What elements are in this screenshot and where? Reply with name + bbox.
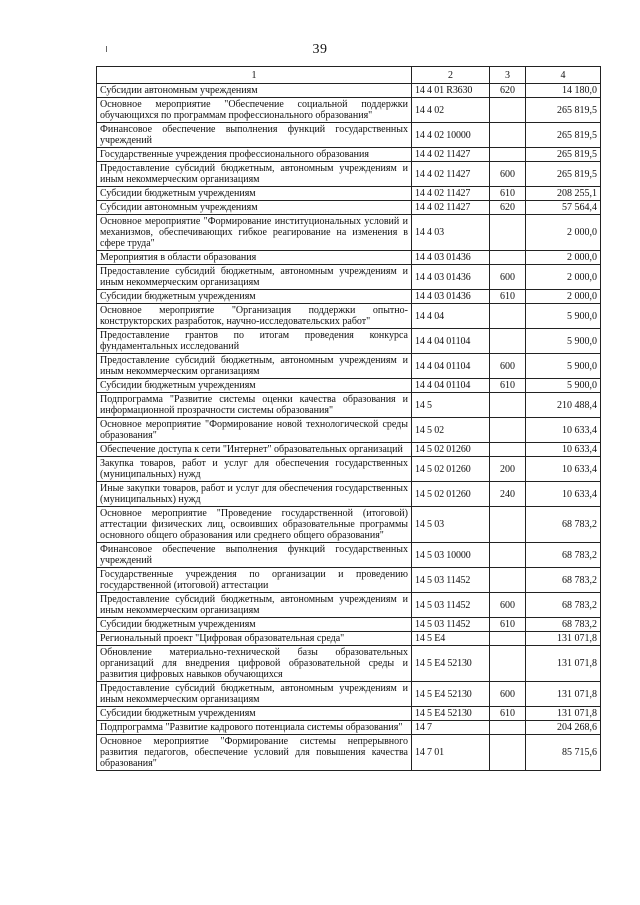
table-header — [97, 67, 601, 84]
cell-code: 14 4 02 11427 — [412, 162, 490, 187]
table-row — [97, 304, 601, 329]
table-row — [97, 148, 601, 162]
cell-type: 610 — [490, 290, 526, 304]
header-col-sum: 4 — [526, 67, 601, 84]
cell-name: Финансовое обеспечение выполнения функций государственных учреждений — [97, 543, 412, 568]
cell-sum: 57 564,4 — [526, 201, 601, 215]
cell-sum: 68 783,2 — [526, 618, 601, 632]
cell-name: Субсидии бюджетным учреждениям — [97, 290, 412, 304]
cell-code: 14 4 02 11427 — [412, 201, 490, 215]
cell-code: 14 5 E4 52130 — [412, 707, 490, 721]
budget-table — [96, 66, 601, 771]
cell-type — [490, 304, 526, 329]
cell-type: 240 — [490, 482, 526, 507]
cell-type — [490, 721, 526, 735]
cell-name: Субсидии автономным учреждениям — [97, 201, 412, 215]
cell-name: Иные закупки товаров, работ и услуг для обеспечения государственных (муниципальных) нужд — [97, 482, 412, 507]
table-row — [97, 98, 601, 123]
cell-sum: 265 819,5 — [526, 123, 601, 148]
table-row — [97, 457, 601, 482]
cell-code: 14 5 03 11452 — [412, 618, 490, 632]
table-row — [97, 707, 601, 721]
cell-code: 14 4 04 01104 — [412, 379, 490, 393]
cell-sum: 85 715,6 — [526, 735, 601, 771]
table-row — [97, 443, 601, 457]
cell-sum: 5 900,0 — [526, 304, 601, 329]
cell-type: 610 — [490, 618, 526, 632]
table-row — [97, 123, 601, 148]
table-row — [97, 543, 601, 568]
cell-name: Мероприятия в области образования — [97, 251, 412, 265]
table-row — [97, 379, 601, 393]
cell-type — [490, 418, 526, 443]
table-row — [97, 646, 601, 682]
cell-type: 600 — [490, 682, 526, 707]
cell-code: 14 5 E4 — [412, 632, 490, 646]
cell-code: 14 5 02 — [412, 418, 490, 443]
cell-code: 14 4 02 11427 — [412, 148, 490, 162]
cell-type: 620 — [490, 84, 526, 98]
cell-type — [490, 735, 526, 771]
table-row — [97, 84, 601, 98]
cell-name: Субсидии бюджетным учреждениям — [97, 187, 412, 201]
cell-code: 14 4 02 10000 — [412, 123, 490, 148]
header-row — [97, 67, 601, 84]
table-row — [97, 507, 601, 543]
page-number: 39 — [312, 42, 328, 57]
cell-sum: 10 633,4 — [526, 457, 601, 482]
cell-code: 14 5 02 01260 — [412, 482, 490, 507]
cell-name: Предоставление субсидий бюджетным, автономным учреждениям и иным некоммерческим организациям — [97, 682, 412, 707]
cell-code: 14 5 E4 52130 — [412, 682, 490, 707]
cell-sum: 265 819,5 — [526, 162, 601, 187]
cell-type: 610 — [490, 379, 526, 393]
cell-name: Предоставление грантов по итогам проведения конкурса фундаментальных исследований — [97, 329, 412, 354]
table-row — [97, 482, 601, 507]
cell-name: Подпрограмма "Развитие системы оценки качества образования и информационной прозрачности системы образования" — [97, 393, 412, 418]
cell-code: 14 4 01 R3630 — [412, 84, 490, 98]
cell-sum: 2 000,0 — [526, 251, 601, 265]
table-row — [97, 418, 601, 443]
cell-name: Основное мероприятие "Проведение государственной (итоговой) аттестации физических лиц, освоивших образовательные программы основного общего образования или среднего общего образования" — [97, 507, 412, 543]
cell-sum: 2 000,0 — [526, 290, 601, 304]
cell-name: Предоставление субсидий бюджетным, автономным учреждениям и иным некоммерческим организациям — [97, 354, 412, 379]
cell-code: 14 4 02 — [412, 98, 490, 123]
table-row — [97, 290, 601, 304]
cell-sum: 131 071,8 — [526, 682, 601, 707]
cell-sum: 68 783,2 — [526, 543, 601, 568]
cell-name: Предоставление субсидий бюджетным, автономным учреждениям и иным некоммерческим организациям — [97, 162, 412, 187]
cell-type: 600 — [490, 354, 526, 379]
table-row — [97, 632, 601, 646]
cell-type — [490, 632, 526, 646]
cell-type — [490, 443, 526, 457]
cell-sum: 10 633,4 — [526, 482, 601, 507]
cell-sum: 131 071,8 — [526, 646, 601, 682]
cell-code: 14 5 03 11452 — [412, 593, 490, 618]
cell-sum: 68 783,2 — [526, 507, 601, 543]
scan-mark — [106, 46, 107, 52]
cell-name: Субсидии бюджетным учреждениям — [97, 379, 412, 393]
cell-sum: 68 783,2 — [526, 568, 601, 593]
cell-type: 600 — [490, 162, 526, 187]
cell-sum: 265 819,5 — [526, 98, 601, 123]
cell-name: Субсидии бюджетным учреждениям — [97, 618, 412, 632]
cell-name: Основное мероприятие "Формирование институциональных условий и механизмов, обеспечивающих гибкое реагирование на изменения в сфере труда" — [97, 215, 412, 251]
cell-sum: 14 180,0 — [526, 84, 601, 98]
cell-type — [490, 393, 526, 418]
cell-sum: 2 000,0 — [526, 265, 601, 290]
cell-name: Предоставление субсидий бюджетным, автономным учреждениям и иным некоммерческим организациям — [97, 593, 412, 618]
table-row — [97, 354, 601, 379]
header-col-name: 1 — [97, 67, 412, 84]
cell-sum: 204 268,6 — [526, 721, 601, 735]
cell-code: 14 5 02 01260 — [412, 457, 490, 482]
table-row — [97, 251, 601, 265]
cell-code: 14 4 04 01104 — [412, 354, 490, 379]
cell-sum: 5 900,0 — [526, 329, 601, 354]
cell-name: Подпрограмма "Развитие кадрового потенциала системы образования" — [97, 721, 412, 735]
cell-code: 14 4 04 01104 — [412, 329, 490, 354]
cell-name: Основное мероприятие "Обеспечение социальной поддержки обучающихся по программам профессионального образования" — [97, 98, 412, 123]
cell-sum: 10 633,4 — [526, 418, 601, 443]
cell-code: 14 5 — [412, 393, 490, 418]
cell-sum: 131 071,8 — [526, 632, 601, 646]
cell-type — [490, 329, 526, 354]
table-row — [97, 682, 601, 707]
cell-sum: 210 488,4 — [526, 393, 601, 418]
cell-code: 14 5 03 — [412, 507, 490, 543]
cell-type — [490, 646, 526, 682]
table-row — [97, 593, 601, 618]
cell-name: Государственные учреждения по организации и проведению государственной (итоговой) аттестации — [97, 568, 412, 593]
cell-type — [490, 98, 526, 123]
table-row — [97, 201, 601, 215]
cell-code: 14 7 01 — [412, 735, 490, 771]
cell-code: 14 4 03 01436 — [412, 265, 490, 290]
cell-code: 14 5 02 01260 — [412, 443, 490, 457]
table-row — [97, 568, 601, 593]
cell-type — [490, 123, 526, 148]
table-row — [97, 265, 601, 290]
cell-name: Государственные учреждения профессионального образования — [97, 148, 412, 162]
cell-code: 14 4 03 01436 — [412, 251, 490, 265]
cell-code: 14 7 — [412, 721, 490, 735]
table-row — [97, 618, 601, 632]
cell-name: Основное мероприятие "Организация поддержки опытно-конструкторских разработок, научно-исследовательских работ" — [97, 304, 412, 329]
cell-name: Основное мероприятие "Формирование новой технологической среды образования" — [97, 418, 412, 443]
cell-code: 14 5 03 10000 — [412, 543, 490, 568]
cell-type — [490, 215, 526, 251]
cell-sum: 10 633,4 — [526, 443, 601, 457]
cell-type — [490, 543, 526, 568]
cell-name: Субсидии автономным учреждениям — [97, 84, 412, 98]
cell-type: 200 — [490, 457, 526, 482]
cell-type: 610 — [490, 187, 526, 201]
cell-name: Финансовое обеспечение выполнения функций государственных учреждений — [97, 123, 412, 148]
header-col-code: 2 — [412, 67, 490, 84]
cell-type — [490, 148, 526, 162]
table-row — [97, 329, 601, 354]
cell-type — [490, 251, 526, 265]
header-col-type: 3 — [490, 67, 526, 84]
cell-sum: 131 071,8 — [526, 707, 601, 721]
cell-name: Региональный проект "Цифровая образовательная среда" — [97, 632, 412, 646]
cell-type — [490, 507, 526, 543]
cell-name: Обновление материально-технической базы образовательных организаций для внедрения цифровой образовательной среды и развития цифровых навыков обучающихся — [97, 646, 412, 682]
cell-type: 600 — [490, 265, 526, 290]
cell-sum: 68 783,2 — [526, 593, 601, 618]
cell-code: 14 4 03 — [412, 215, 490, 251]
cell-type: 620 — [490, 201, 526, 215]
cell-sum: 265 819,5 — [526, 148, 601, 162]
cell-name: Закупка товаров, работ и услуг для обеспечения государственных (муниципальных) нужд — [97, 457, 412, 482]
cell-code: 14 4 02 11427 — [412, 187, 490, 201]
table-row — [97, 215, 601, 251]
cell-sum: 5 900,0 — [526, 379, 601, 393]
cell-sum: 5 900,0 — [526, 354, 601, 379]
cell-name: Обеспечение доступа к сети "Интернет" образовательных организаций — [97, 443, 412, 457]
cell-sum: 208 255,1 — [526, 187, 601, 201]
table-body — [97, 84, 601, 771]
cell-code: 14 5 03 11452 — [412, 568, 490, 593]
cell-name: Субсидии бюджетным учреждениям — [97, 707, 412, 721]
cell-name: Основное мероприятие "Формирование системы непрерывного развития педагогов, обеспечение условий для повышения качества образования" — [97, 735, 412, 771]
table-row — [97, 187, 601, 201]
table-row — [97, 735, 601, 771]
table-row — [97, 721, 601, 735]
cell-code: 14 4 03 01436 — [412, 290, 490, 304]
table-row — [97, 393, 601, 418]
table-row — [97, 162, 601, 187]
cell-type — [490, 568, 526, 593]
cell-sum: 2 000,0 — [526, 215, 601, 251]
cell-code: 14 5 E4 52130 — [412, 646, 490, 682]
cell-type: 600 — [490, 593, 526, 618]
cell-name: Предоставление субсидий бюджетным, автономным учреждениям и иным некоммерческим организациям — [97, 265, 412, 290]
cell-code: 14 4 04 — [412, 304, 490, 329]
cell-type: 610 — [490, 707, 526, 721]
